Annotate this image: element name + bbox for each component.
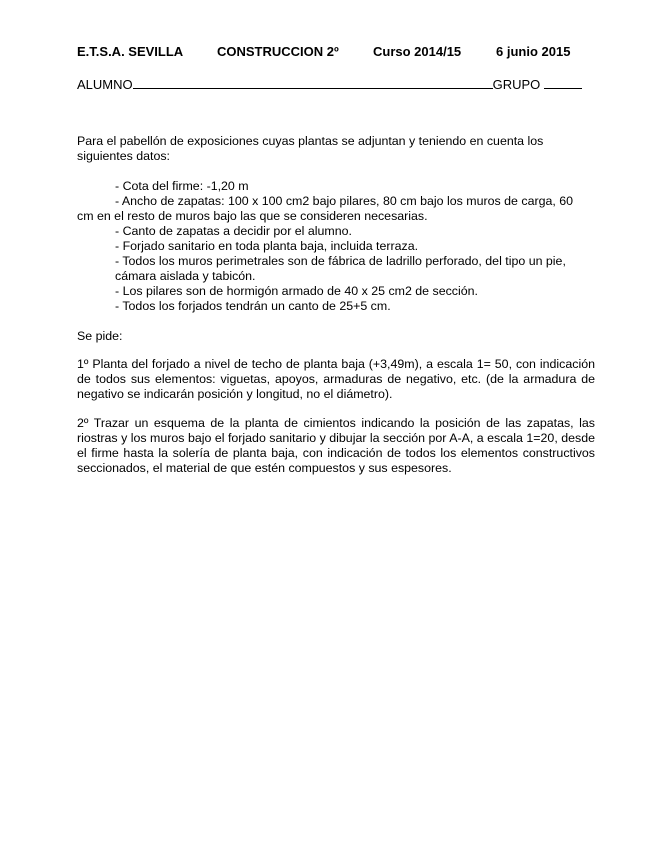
data-item-zapatas (115, 194, 595, 209)
se-pide-heading: Se pide: (77, 329, 123, 343)
data-item-forjados: - Todos los forjados tendrán un canto de 25+5 cm. (115, 299, 391, 313)
data-item-pilares: - Los pilares son de hormigón armado de 40 x 25 cm2 de sección. (115, 284, 478, 298)
student-info-line (77, 75, 597, 91)
data-list (77, 179, 595, 314)
data-item-zapatas-continuation-text: cm en el resto de muros bajo las que se consideren necesarias. (77, 209, 428, 223)
grupo-blank-field[interactable] (544, 75, 582, 89)
course-year: Curso 2014/15 (373, 44, 462, 59)
data-item-zapatas-text: - Ancho de zapatas: 100 x 100 cm2 bajo pilares, 80 cm bajo los muros de carga, 60 (115, 194, 574, 208)
question-1: 1º Planta del forjado a nivel de techo de planta baja (+3,49m), a escala 1= 50, con indicación de todos sus elementos: viguetas, apoyos, armaduras de negativo, etc. (de la armadura de negativo se indicarán posición y longitud, no el diámetro). (77, 357, 595, 401)
data-item-muros: - Todos los muros perimetrales son de fábrica de ladrillo perforado, del tipo un pie, cámara aislada y tabicón. (115, 254, 566, 283)
intro-paragraph: Para el pabellón de exposiciones cuyas plantas se adjuntan y teniendo en cuenta los siguientes datos: (77, 134, 544, 163)
question-2: 2º Trazar un esquema de la planta de cimientos indicando la posición de las zapatas, las riostras y los muros bajo el forjado sanitario y dibujar la sección por A-A, a escala 1=20, desde el firme hasta la solería de planta baja, con indicación de todos los elementos constructivos seccionados, el material de que estén compuestos y sus espesores. (77, 416, 595, 475)
data-item-forjado-sanitario: - Forjado sanitario en toda planta baja, incluida terraza. (115, 239, 419, 253)
subject-name: CONSTRUCCION 2º (217, 44, 339, 59)
exam-date: 6 junio 2015 (496, 44, 571, 59)
exam-header (77, 44, 597, 60)
school-name: E.T.S.A. SEVILLA (77, 44, 184, 59)
grupo-label: GRUPO (492, 77, 541, 92)
data-item-cota: - Cota del firme: -1,20 m (115, 179, 249, 193)
data-item-zapatas-continuation (77, 209, 595, 224)
alumno-label: ALUMNO (77, 77, 133, 92)
alumno-blank-field[interactable] (133, 75, 493, 89)
data-item-canto: - Canto de zapatas a decidir por el alumno. (115, 224, 352, 238)
